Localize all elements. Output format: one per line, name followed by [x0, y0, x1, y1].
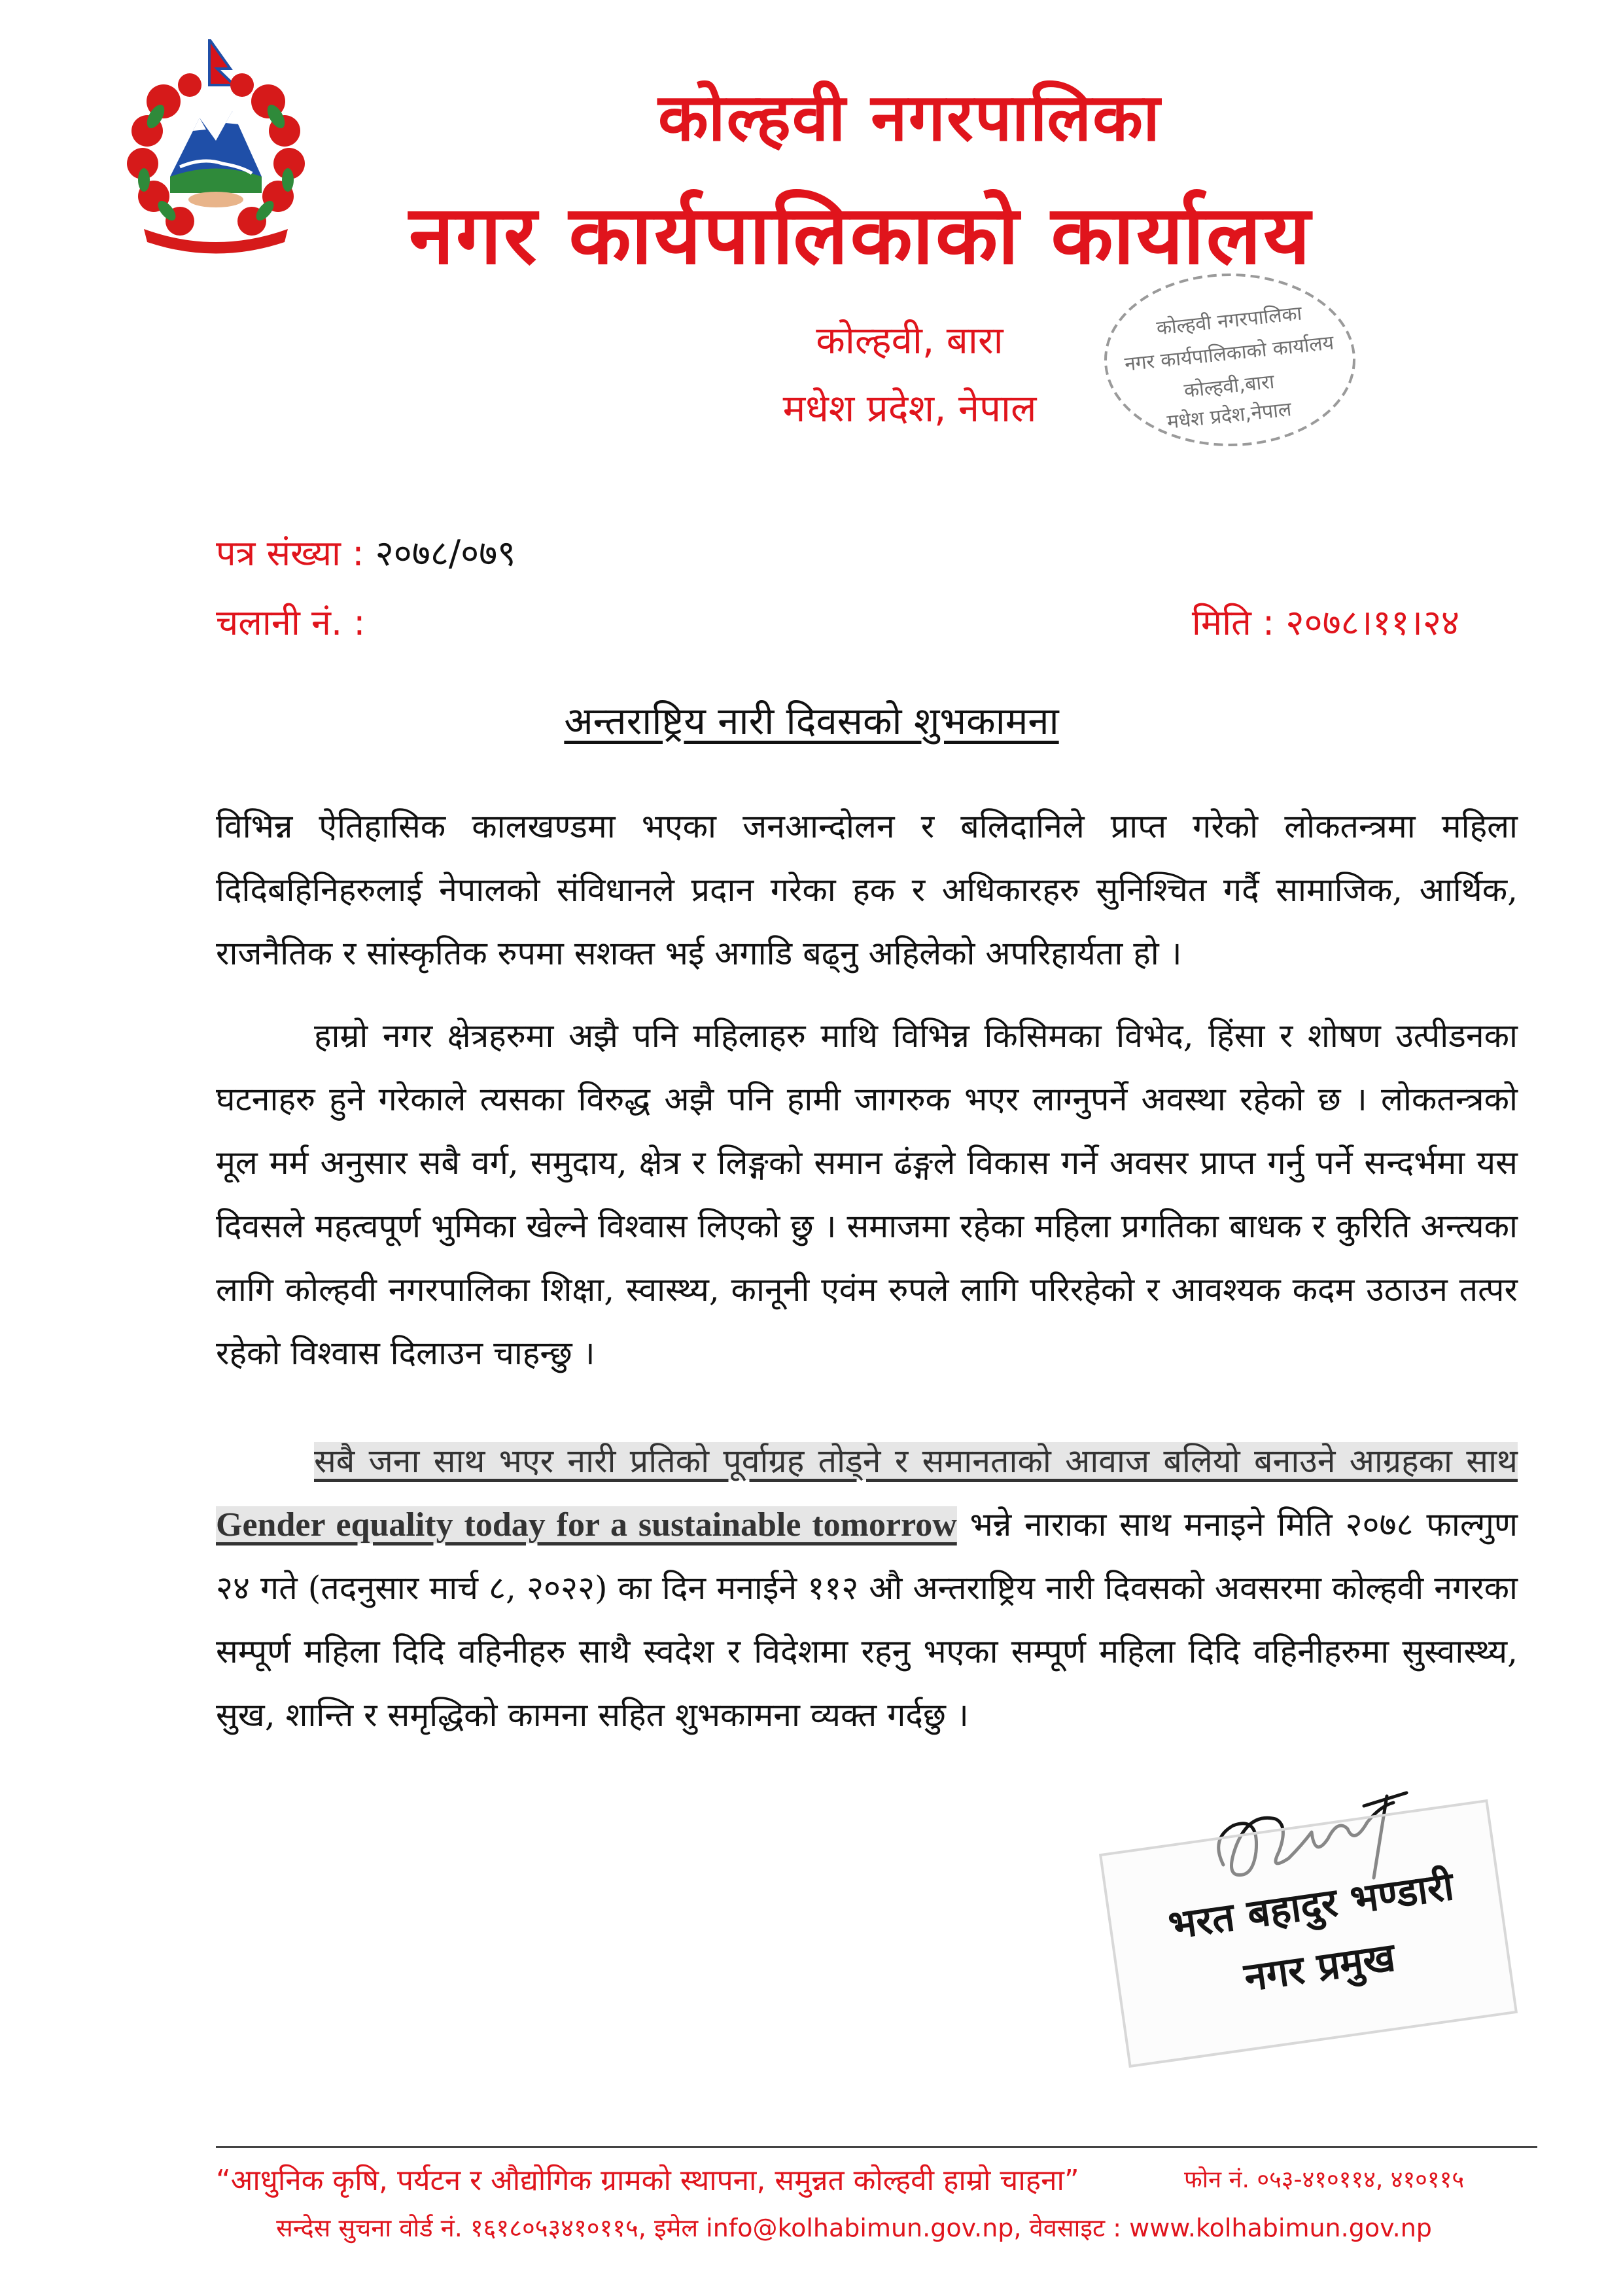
office-stamp-line3: कोल्हवी,बारा [1183, 370, 1276, 403]
office-name: नगर कार्यपालिकाको कार्यालय [409, 188, 1312, 283]
letter-date [1192, 597, 1459, 645]
office-stamp-line4: मधेश प्रदेश,नेपाल [1166, 398, 1293, 434]
body-paragraph-1: विभिन्न ऐतिहासिक कालखण्डमा भएका जनआन्दोलन र बलिदानिले प्राप्त गरेको लोकतन्त्रमा महिला दिदिबहिनिहरुलाई नेपालको संविधानले प्रदान गरेका हक र अधिकारहरु सुनिश्चित गर्दै सामाजिक, आर्थिक, राजनैतिक र सांस्कृतिक रुपमा सशक्त भई अगाडि बढ्नु अहिलेको अपरिहार्यता हो । [216, 807, 1518, 972]
letter-date-label: मिति : [1191, 602, 1275, 643]
signatory-stamp [1099, 1799, 1518, 2068]
slogan-highlight: सबै जना साथ भएर नारी प्रतिको पूर्वाग्रह तोड्ने र समानताको आवाज बलियो बनाउने आग्रहका साथ [314, 1442, 1518, 1480]
footer-contact: सन्देस सुचना वोर्ड नं. १६१८०५३४१०११५, इमेल info@kolhabimun.gov.np, वेवसाइट : www.kolhabimun.gov.np [276, 2214, 1432, 2242]
dispatch-number-label: चलानी नं. : [216, 602, 366, 643]
theme-english: Gender equality today for a sustainable tomorrow [216, 1506, 957, 1544]
letter-subject: अन्तराष्ट्रिय नारी दिवसको शुभकामना [564, 699, 1059, 743]
body-paragraph-3 [216, 1430, 1518, 1747]
letter-number-label: पत्र संख्या : [216, 533, 364, 574]
letter-date-value: २०७८।११।२४ [1285, 602, 1459, 643]
body-paragraph-3-rest: भन्ने नाराका साथ मनाइने मिति २०७८ फाल्गुण २४ गते (तदनुसार मार्च ८, २०२२) का दिन मनाईने ११२ औ अन्तराष्ट्रिय नारी दिवसको अवसरमा कोल्हवी नगरका सम्पूर्ण महिला दिदि वहिनीहरु साथै स्वदेश र विदेशमा रहनु भएका सम्पूर्ण महिला दिदि वहिनीहरुमा सुस्वास्थ्य, सुख, शान्ति र समृद्धिको कामना सहित शुभकामना व्यक्त गर्दछु । [216, 1506, 1518, 1734]
dispatch-number [216, 597, 366, 645]
address-city: कोल्हवी, बारा [816, 318, 1003, 362]
letter-number-value: २०७८/०७९ [375, 533, 516, 574]
footer-divider [216, 2146, 1537, 2148]
signatory-title: नगर प्रमुख [1241, 1934, 1398, 2001]
letter-number [216, 527, 515, 576]
office-stamp [1099, 262, 1361, 451]
office-stamp-line2: नगर कार्यपालिकाको कार्यालय [1123, 331, 1335, 376]
body-paragraph-2: हाम्रो नगर क्षेत्रहरुमा अझै पनि महिलाहरु माथि विभिन्न किसिमका विभेद, हिंसा र शोषण उत्पीडनका घटनाहरु हुने गरेकाले त्यसका विरुद्ध अझै पनि हामी जागरुक भएर लाग्नुपर्ने अवस्था रहेको छ । लोकतन्त्रको मूल मर्म अनुसार सबै वर्ग, समुदाय, क्षेत्र र लिङ्गको समान ढंङ्गले विकास गर्ने अवसर प्राप्त गर्नु पर्ने सन्दर्भमा यस दिवसले महत्वपूर्ण भुमिका खेल्ने विश्वास लिएको छु । समाजमा रहेका महिला प्रगतिका बाधक र कुरिति अन्त्यका लागि कोल्हवी नगरपालिका शिक्षा, स्वास्थ्य, कानूनी एवंम रुपले लागि परिरहेको र आवश्यक कदम उठाउन तत्पर रहेको विश्वास दिलाउन चाहन्छु । [216, 1017, 1518, 1372]
footer-slogan: “आधुनिक कृषि, पर्यटन र औद्योगिक ग्रामको स्थापना, समुन्नत कोल्हवी हाम्रो चाहना” [216, 2164, 1079, 2197]
organization-name: कोल्हवी नगरपालिका [657, 79, 1161, 156]
footer-phone: फोन नं. ०५३-४१०११४, ४१०११५ [1184, 2166, 1465, 2193]
office-stamp-line1: कोल्हवी नगरपालिका [1155, 302, 1303, 340]
signatory-name: भरत बहादुर भण्डारी [1165, 1863, 1457, 1949]
address-province: मधेश प्रदेश, नेपाल [782, 386, 1037, 431]
